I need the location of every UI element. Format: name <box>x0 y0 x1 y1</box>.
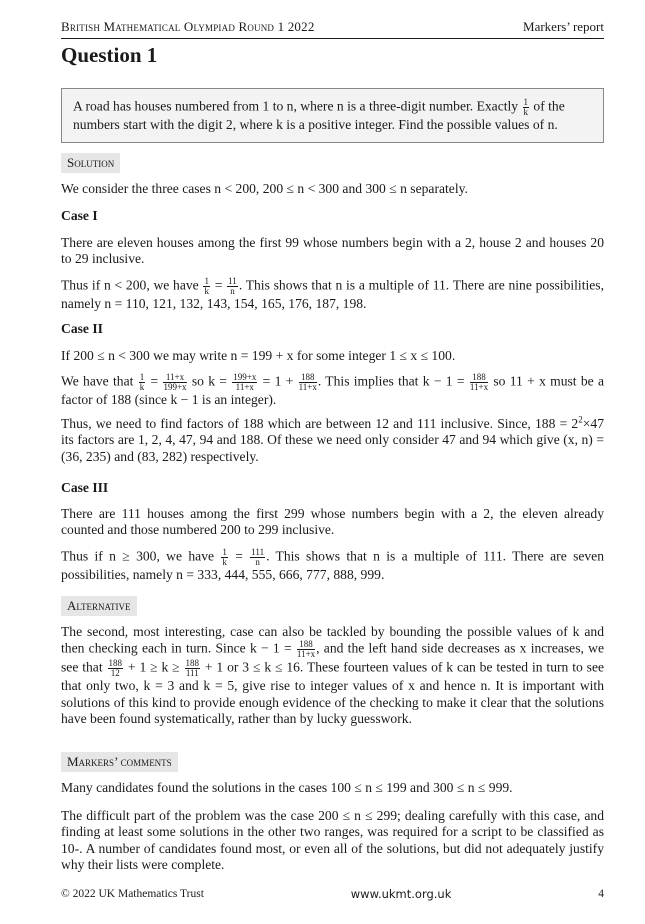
footer-copyright: © 2022 UK Mathematics Trust <box>61 888 204 900</box>
solution-heading: Solution <box>61 153 120 173</box>
case3-p2-b: . This shows that n is a multiple of 111. There are seven possibilities, namely n = 333, 444, 555, 666, 777, 888, 999. <box>61 548 605 582</box>
case1-title: Case I <box>61 208 98 223</box>
alternative-heading-wrap <box>61 596 604 616</box>
alternative-paragraph <box>61 624 604 728</box>
alt-c: + 1 ≥ k ≥ <box>127 660 180 676</box>
case2-frac-2 <box>163 373 186 392</box>
frac-num: 188 <box>185 658 199 669</box>
frac-num: 1 <box>222 547 227 557</box>
case1-frac-1 <box>203 277 210 296</box>
alt-a: The second, most interesting, case can also be tackled by bounding the possible values of k and then checking each in turn. Since k − 1 = <box>61 624 604 657</box>
alt-frac-2 <box>108 659 124 678</box>
frac-den: 111 <box>185 668 199 679</box>
question-text-b: of the numbers start with the digit 2, where k is a positive integer. Find the possible values of n. <box>73 98 565 132</box>
alt-d: + 1 or 3 ≤ k ≤ 16. These fourteen values of k can be tested in turn to see that only two, k = 3 and k = 5, give rise to integer values of x and hence n. It is important with solutions of this kind to provide enough evidence of the checking to make it clear that the solutions have been found systematically, rather than by lucky guesswork. <box>61 660 605 727</box>
frac-den: 11+x <box>296 649 316 660</box>
case2-paragraph-1: If 200 ≤ n < 300 we may write n = 199 + x for some integer 1 ≤ x ≤ 100. <box>61 348 456 363</box>
alternative-heading: Alternative <box>61 596 137 616</box>
question-box <box>61 88 604 143</box>
frac-den: k <box>222 557 227 567</box>
case3-frac-2 <box>250 548 265 567</box>
frac-num: 111 <box>251 547 265 557</box>
case3-equals: = <box>235 548 243 564</box>
header-title: British Mathematical Olympiad Round 1 2022 <box>61 19 315 34</box>
case1-p2-b: . This shows that n is a multiple of 11. There are nine possibilities, namely n = 110, 121, 132, 143, 154, 165, 176, 187, 198. <box>61 277 604 311</box>
case2-paragraph-2 <box>61 373 604 408</box>
case2-frac-3 <box>232 373 257 392</box>
frac-num: 1 <box>204 276 209 286</box>
question-title: Question 1 <box>61 43 158 67</box>
case1-p2-a: Thus if n < 200, we have <box>61 277 199 293</box>
case3-paragraph-1: There are 111 houses among the first 299 whose numbers begin with a 2, the eleven already counted and those numbered 200 to 299 inclusive. <box>61 506 604 538</box>
case1-frac-2 <box>227 277 238 296</box>
frac-num: 188 <box>297 640 315 650</box>
frac-num: 199+x <box>233 372 257 382</box>
frac-num: 188 <box>299 373 317 383</box>
header-report-label: Markers’ report <box>523 19 604 34</box>
case2-p3-a: Thus, we need to find factors of 188 which are between 12 and 111 inclusive. Since, 188 = 2 <box>61 416 579 431</box>
case1-paragraph-1: There are eleven houses among the first 99 whose numbers begin with a 2, house 2 and houses 20 to 29 inclusive. <box>61 235 604 267</box>
case3-title: Case III <box>61 480 109 495</box>
case1-paragraph-2 <box>61 277 604 312</box>
frac-den: n <box>230 286 235 296</box>
alt-frac-1 <box>297 640 315 659</box>
frac-num: 11+x <box>163 373 186 383</box>
case2-paragraph-3 <box>61 416 604 465</box>
frac-den: n <box>255 557 260 567</box>
frac-den: k <box>139 382 145 392</box>
case1-equals: = <box>214 277 223 293</box>
frac-num: 188 <box>108 658 123 669</box>
case2-title: Case II <box>61 321 103 336</box>
frac-num: 1 <box>523 97 528 107</box>
case2-frac-1 <box>139 373 146 392</box>
case2-eq-2: = 1 + <box>262 373 294 389</box>
frac-num: 11 <box>228 276 237 286</box>
frac-num: 1 <box>139 372 145 382</box>
case2-p2-a: We have that <box>61 373 134 389</box>
frac-den: 199+x <box>163 382 187 392</box>
question-fraction <box>523 98 530 117</box>
case2-p3-b: ×47 its factors are 1, 2, 4, 47, 94 and 188. Of these we need only consider 47 and 94 which give (x, n) = (36, 235) and (83, 282) respectively. <box>61 416 604 464</box>
case2-so: so k = <box>191 373 227 389</box>
markers-heading-wrap <box>61 752 604 772</box>
case2-eq-1: = <box>150 373 159 389</box>
case2-p2-b: . This implies that k − 1 = <box>317 373 465 389</box>
solution-intro: We consider the three cases n < 200, 200 ≤ n < 300 and 300 ≤ n separately. <box>61 181 468 196</box>
footer-page-number: 4 <box>598 888 604 900</box>
case2-p3-sup: 2 <box>578 414 583 425</box>
markers-paragraph-1: Many candidates found the solutions in the cases 100 ≤ n ≤ 199 and 300 ≤ n ≤ 999. <box>61 780 513 795</box>
case3-frac-1 <box>221 548 228 567</box>
frac-den: k <box>204 286 209 296</box>
markers-heading: Markers’ comments <box>61 752 178 772</box>
alt-frac-3 <box>185 659 201 678</box>
frac-den: 11+x <box>298 382 317 392</box>
running-header <box>61 19 604 39</box>
case2-frac-4 <box>299 373 317 392</box>
footer-url: www.ukmt.org.uk <box>350 887 452 901</box>
case3-paragraph-2 <box>61 548 604 583</box>
case2-p2-c: so 11 + x must be a factor of 188 (since k − 1 is an integer). <box>61 373 605 407</box>
alt-b: , and the left hand side decreases as x increases, we see that <box>61 641 605 676</box>
frac-den: 12 <box>110 668 120 679</box>
question-text-a: A road has houses numbered from 1 to n, where n is a three-digit number. Exactly <box>73 98 519 114</box>
solution-heading-wrap <box>61 153 604 173</box>
case3-p2-a: Thus if n ≥ 300, we have <box>61 548 215 564</box>
page-footer <box>61 886 604 902</box>
frac-num: 188 <box>470 373 488 383</box>
markers-paragraph-2: The difficult part of the problem was the case 200 ≤ n ≤ 299; dealing carefully with this case, and finding at least some solutions in the other two ranges, was required for a script to be classified as 10-. A number of candidates found most, or even all of the solutions, but did not adequately justify why their lists were complete. <box>61 808 604 873</box>
frac-den: 11+x <box>469 382 489 392</box>
frac-den: k <box>523 107 528 117</box>
frac-den: 11+x <box>235 382 254 392</box>
case2-frac-5 <box>470 373 488 392</box>
